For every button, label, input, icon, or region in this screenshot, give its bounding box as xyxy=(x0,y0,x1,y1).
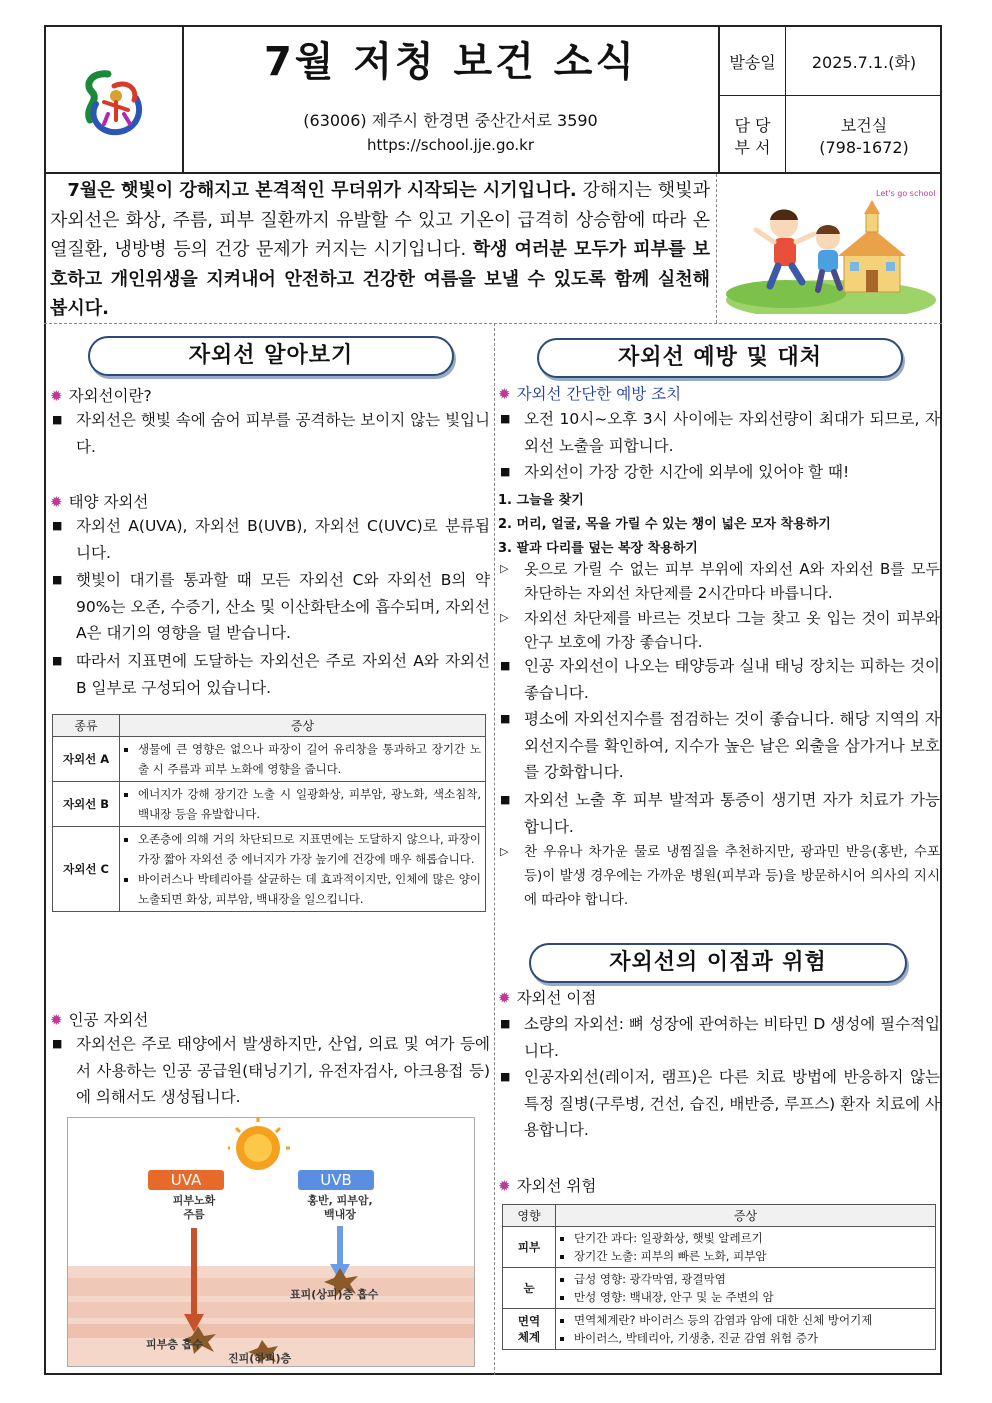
subsection-title xyxy=(50,490,148,512)
dept-label-line: 담 당 xyxy=(734,116,771,135)
numbered-item: 2. 머리, 얼굴, 목을 가릴 수 있는 챙이 넓은 모자 착용하기 xyxy=(498,517,831,532)
triangle-bullet-icon: ▷ xyxy=(500,611,509,624)
list-item-text: 인공 자외선이 나오는 태양등과 실내 태닝 장치는 피하는 것이 좋습니다. xyxy=(524,657,940,702)
subsection-title xyxy=(498,986,596,1008)
numbered-item: 1. 그늘을 찾기 xyxy=(498,493,584,508)
dept-name: 보건실 xyxy=(840,116,888,135)
square-bullet-icon: ■ xyxy=(500,412,511,425)
dept-value xyxy=(786,115,942,159)
table-cell xyxy=(120,827,486,912)
table-row xyxy=(53,827,486,912)
date-label: 발송일 xyxy=(729,53,776,72)
table-cell xyxy=(120,737,486,782)
table-key: 자외선 A xyxy=(53,737,120,782)
table-row xyxy=(53,782,486,827)
school-address: (63006) 제주시 한경면 중산간서로 3590 xyxy=(303,111,598,130)
table-cell xyxy=(556,1268,936,1309)
uv-risks-table xyxy=(502,1204,936,1350)
table-key: 자외선 C xyxy=(53,827,120,912)
list-item xyxy=(500,557,940,605)
list-item-text: 옷으로 가릴 수 없는 피부 부위에 자외선 A와 자외선 B를 모두 차단하는 자외선 차단제를 2시간마다 바릅니다. xyxy=(524,560,940,602)
table-header: 종류 xyxy=(53,715,120,737)
list-item xyxy=(500,787,940,840)
subsection-title xyxy=(50,1008,148,1030)
section-heading-uv-basics: 자외선 알아보기 xyxy=(88,336,454,376)
table-cell-item: ▪ 오존층에 의해 거의 차단되므로 지표면에는 도달하지 않으나, 파장이 가장 짧아 자외선 중 에너지가 가장 높기에 건강에 매우 해롭습니다. xyxy=(138,829,481,869)
list-item-text: 자외선 차단제를 바르는 것보다 그늘 찾고 옷 입는 것이 피부와 안구 보호에 가장 좋습니다. xyxy=(524,609,940,651)
intro-paragraph xyxy=(50,176,710,324)
illustration-caption: Let's go school xyxy=(876,189,936,198)
square-bullet-icon: ■ xyxy=(500,465,511,478)
list-item xyxy=(500,1064,940,1144)
table-key xyxy=(503,1309,556,1350)
sun-bullet-icon: ✹ xyxy=(498,385,511,403)
subsection-title-text: 자외선 이점 xyxy=(516,989,597,1007)
table-cell xyxy=(556,1309,936,1350)
intro-bold: 7월은 햇빛이 강해지고 본격적인 무더위가 시작되는 시기입니다. xyxy=(67,180,577,201)
table-row xyxy=(503,1268,936,1309)
square-bullet-icon: ■ xyxy=(500,1070,511,1083)
school-logo-icon xyxy=(78,66,150,142)
intro-text: 강해지는 햇빛과 자외선은 화상, 주름, 피부 질환까지 유발할 수 있고 기온이 급격히 상승함에 따라 온열질환, 냉방병 등의 건강 문제가 커지는 시기입니다. xyxy=(50,180,710,260)
triangle-bullet-icon: ▷ xyxy=(500,845,509,858)
list-item-text: 자외선 노출 후 피부 발적과 통증이 생기면 자가 치료가 가능합니다. xyxy=(524,791,940,836)
kids-illustration xyxy=(726,182,936,314)
sun-bullet-icon: ✹ xyxy=(50,493,63,511)
list-item-text: 자외선은 주로 태양에서 발생하지만, 산업, 의료 및 여가 등에서 사용하는 인공 공급원(태닝기기, 유전자검사, 아크용접 등)에 의해서도 생성됩니다. xyxy=(76,1035,490,1106)
table-cell-item: ▪ 에너지가 강해 장기간 노출 시 일광화상, 피부암, 광노화, 색소침착, 백내장 등을 유발합니다. xyxy=(138,784,481,824)
table-key-line: 체계 xyxy=(517,1330,541,1344)
list-item xyxy=(52,407,490,460)
numbered-item: 3. 팔과 다리를 덮는 복장 착용하기 xyxy=(498,541,698,556)
table-key-line: 면역 xyxy=(517,1314,541,1328)
sun-bullet-icon: ✹ xyxy=(50,387,63,405)
list-item-text: 소량의 자외선: 뼈 성장에 관여하는 비타민 D 생성에 필수적입니다. xyxy=(524,1015,940,1060)
table-cell-item: ▪ 생물에 큰 영향은 없으나 파장이 길어 유리창을 통과하고 장기간 노출 시 주름과 피부 노화에 영향을 줍니다. xyxy=(138,739,481,779)
uvb-effects xyxy=(280,1194,400,1222)
uva-effect-line: 주름 xyxy=(183,1208,205,1221)
section-heading-benefits-risks: 자외선의 이점과 위험 xyxy=(529,943,907,983)
table-cell-item: ▪ 바이러스나 박테리아를 살균하는 데 효과적이지만, 인체에 많은 양이 노출되면 화상, 피부암, 백내장을 일으킵니다. xyxy=(138,869,481,909)
list-item xyxy=(52,1031,490,1111)
header-bottom-line xyxy=(44,172,942,174)
subsection-title-text: 자외선 간단한 예방 조치 xyxy=(516,385,682,403)
square-bullet-icon: ■ xyxy=(500,659,511,672)
subsection-title-text: 자외선이란? xyxy=(68,387,152,405)
square-bullet-icon: ■ xyxy=(500,712,511,725)
subsection-title-text: 인공 자외선 xyxy=(68,1011,149,1029)
square-bullet-icon: ■ xyxy=(500,1017,511,1030)
sun-bullet-icon: ✹ xyxy=(498,1177,511,1195)
uvb-effect-line: 백내장 xyxy=(324,1208,356,1221)
table-key: 눈 xyxy=(503,1268,556,1309)
subsection-title-text: 태양 자외선 xyxy=(68,493,149,511)
header-divider xyxy=(718,95,942,96)
square-bullet-icon: ■ xyxy=(52,413,63,426)
table-header: 증상 xyxy=(120,715,486,737)
list-item xyxy=(500,606,940,654)
column-divider xyxy=(494,323,495,1375)
table-cell-item: ▪ 단기간 과다: 일광화상, 햇빛 알레르기 xyxy=(574,1229,931,1247)
list-item-text: 오전 10시~오후 3시 사이에는 자외선량이 최대가 되므로, 자외선 노출을 피합니다. xyxy=(524,410,940,455)
list-item xyxy=(500,706,940,786)
list-item-text: 평소에 자외선지수를 점검하는 것이 좋습니다. 해당 지역의 자외선지수를 확인하여, 지수가 높은 날은 외출을 삼가거나 보호를 강화합니다. xyxy=(524,710,940,781)
table-cell xyxy=(556,1227,936,1268)
dept-phone: (798-1672) xyxy=(819,138,909,157)
uvb-effect-line: 홍반, 피부암, xyxy=(307,1194,373,1207)
uv-types-table xyxy=(52,714,486,912)
table-key: 자외선 B xyxy=(53,782,120,827)
list-item-text: 인공자외선(레이저, 램프)은 다른 치료 방법에 반응하지 않는 특정 질병(구루병, 건선, 습진, 배반증, 루프스) 환자 치료에 사용합니다. xyxy=(524,1068,940,1139)
table-key: 피부 xyxy=(503,1227,556,1268)
triangle-bullet-icon: ▷ xyxy=(500,562,509,575)
uvb-label: UVB xyxy=(320,1171,352,1189)
section-heading-prevention: 자외선 예방 및 대처 xyxy=(537,338,903,378)
table-cell-item: ▪ 바이러스, 박테리아, 기생충, 진균 감염 위험 증가 xyxy=(574,1329,931,1347)
page-title: 7월 저청 보건 소식 xyxy=(263,39,638,85)
list-item xyxy=(500,459,940,486)
intro-image-divider xyxy=(716,174,717,323)
skin-layers-graphic xyxy=(68,1118,474,1366)
list-item xyxy=(500,1011,940,1064)
square-bullet-icon: ■ xyxy=(500,793,511,806)
list-item xyxy=(52,567,490,647)
list-item-text: 따라서 지표면에 도달하는 자외선은 주로 자외선 A와 자외선 B 일부로 구성되어 있습니다. xyxy=(76,652,490,697)
square-bullet-icon: ■ xyxy=(52,573,63,586)
list-item xyxy=(52,648,490,701)
intro-bold: 학생 여러분 모두가 피부를 보호하고 개인위생을 지켜내어 안전하고 건강한 여름을 보낼 수 있도록 함께 실천해 봅시다. xyxy=(50,239,710,319)
table-row xyxy=(53,737,486,782)
table-header: 영향 xyxy=(503,1205,556,1227)
table-cell-item: ▪ 장기간 노출: 피부의 빠른 노화, 피부암 xyxy=(574,1247,931,1265)
table-cell xyxy=(120,782,486,827)
epidermis-label: 표피(상피)층 흡수 xyxy=(290,1288,379,1301)
uva-effects xyxy=(144,1194,244,1222)
square-bullet-icon: ■ xyxy=(52,654,63,667)
date-value: 2025.7.1.(화) xyxy=(811,53,917,72)
subsection-title xyxy=(498,1174,596,1196)
table-cell-item: ▪ 급성 영향: 광각막염, 광결막염 xyxy=(574,1270,931,1288)
table-cell-item: ▪ 만성 영향: 백내장, 안구 및 눈 주변의 암 xyxy=(574,1288,931,1306)
dermis-label: 진피(하피)층 xyxy=(228,1352,292,1365)
square-bullet-icon: ■ xyxy=(52,1037,63,1050)
skin-layer-label: 피부층 흡수 xyxy=(146,1338,203,1351)
list-item xyxy=(500,653,940,706)
sun-bullet-icon: ✹ xyxy=(50,1011,63,1029)
table-header-row xyxy=(503,1205,936,1227)
table-header: 증상 xyxy=(556,1205,936,1227)
table-cell-item: ▪ 면역체계란? 바이러스 등의 감염과 암에 대한 신체 방어기제 xyxy=(574,1311,931,1329)
table-row xyxy=(503,1227,936,1268)
list-item xyxy=(500,840,940,912)
list-item-text: 찬 우유나 차가운 물로 냉찜질을 추천하지만, 광과민 반응(홍반, 수포 등)이 발생 경우에는 가까운 병원(피부과 등)을 방문하시어 의사의 지시에 따라야 합니다. xyxy=(524,844,940,908)
dept-label xyxy=(720,115,785,159)
subsection-title-text: 자외선 위험 xyxy=(516,1177,597,1195)
table-header-row xyxy=(53,715,486,737)
sun-bullet-icon: ✹ xyxy=(498,989,511,1007)
list-item-text: 자외선 A(UVA), 자외선 B(UVB), 자외선 C(UVC)로 분류됩니다. xyxy=(76,517,490,562)
dept-label-line: 부 서 xyxy=(734,138,771,157)
square-bullet-icon: ■ xyxy=(52,519,63,532)
list-item xyxy=(500,406,940,459)
subsection-title xyxy=(498,382,681,404)
list-item xyxy=(52,513,490,566)
list-item-text: 햇빛이 대기를 통과할 때 모든 자외선 C와 자외선 B의 약 90%는 오존, 수증기, 산소 및 이산화탄소에 흡수되며, 자외선 A은 대기의 영향을 덜 받습니다. xyxy=(76,571,490,642)
uva-label: UVA xyxy=(170,1171,202,1189)
list-item-text: 자외선이 가장 강한 시간에 외부에 있어야 할 때! xyxy=(524,463,850,481)
school-url[interactable]: https://school.jje.go.kr xyxy=(366,136,534,154)
list-item-text: 자외선은 햇빛 속에 숨어 피부를 공격하는 보이지 않는 빛입니다. xyxy=(76,411,490,456)
subsection-title xyxy=(50,384,152,406)
table-row xyxy=(503,1309,936,1350)
uva-effect-line: 피부노화 xyxy=(172,1194,216,1207)
uv-skin-figure xyxy=(67,1117,475,1367)
